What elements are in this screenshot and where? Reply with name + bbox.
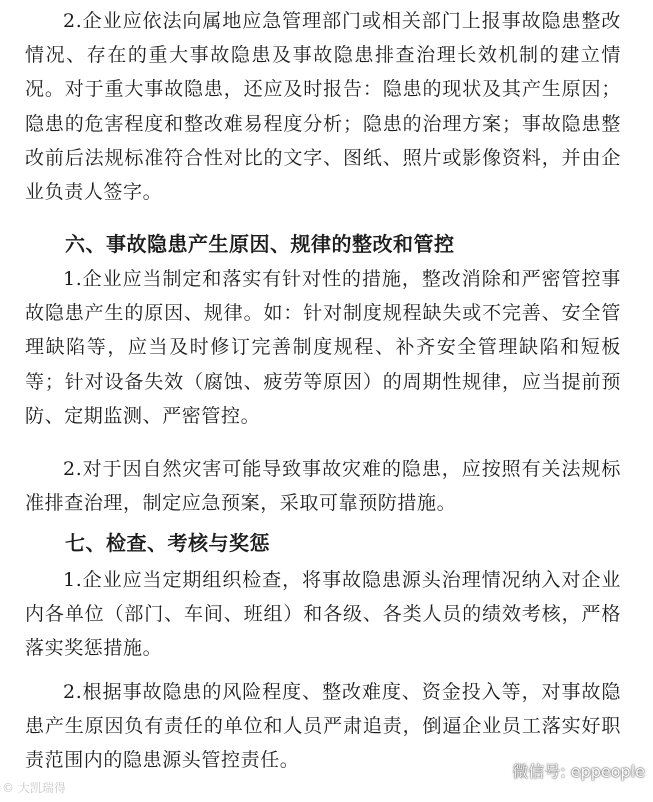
watermark-right	[482, 759, 645, 782]
paragraph-accountability: 2.根据事故隐患的风险程度、整改难度、资金投入等，对事故隐患产生原因负有责任的单位和人员严肃追责，倒逼企业员工落实好职责范围内的隐患源头管控责任。	[25, 681, 621, 772]
watermark-left: © 大凯瑞得	[2, 781, 66, 795]
paragraph-natural-disaster: 2.对于因自然灾害可能导致事故灾难的隐患，应按照有关法规标准排查治理，制定应急预案，采取可靠预防措施。	[25, 458, 621, 515]
paragraph-report-rectification: 2.企业应依法向属地应急管理部门或相关部门上报事故隐患整改情况、存在的重大事故隐患及事故隐患排查治理长效机制的建立情况。对于重大事故隐患，还应及时报告：隐患的现状及其产生原因；隐患的危害程度和整改难易程度分析；隐患的治理方案；事故隐患整改前后法规标准符合性对比的文字、图纸、照片或影像资料，并由企业负责人签字。	[25, 10, 621, 204]
section-heading-six: 六、事故隐患产生原因、规律的整改和管控	[65, 232, 455, 256]
watermark-right-text: 微信号: eppeople	[512, 762, 645, 781]
paragraph-targeted-measures: 1.企业应当制定和落实有针对性的措施，整改消除和严密管控事故隐患产生的原因、规律。如：针对制度规程缺失或不完善、安全管理缺陷等，应当及时修订完善制度规程、补齐安全管理缺陷和短板等；针对设备失效（腐蚀、疲劳等原因）的周期性规律，应当提前预防、定期监测、严密管控。	[25, 268, 621, 427]
wechat-icon	[482, 761, 506, 781]
paragraph-inspection-assessment: 1.企业应当定期组织检查，将事故隐患源头治理情况纳入对企业内各单位（部门、车间、班组）和各级、各类人员的绩效考核，严格落实奖惩措施。	[25, 569, 621, 660]
section-heading-seven: 七、检查、考核与奖惩	[65, 531, 270, 555]
